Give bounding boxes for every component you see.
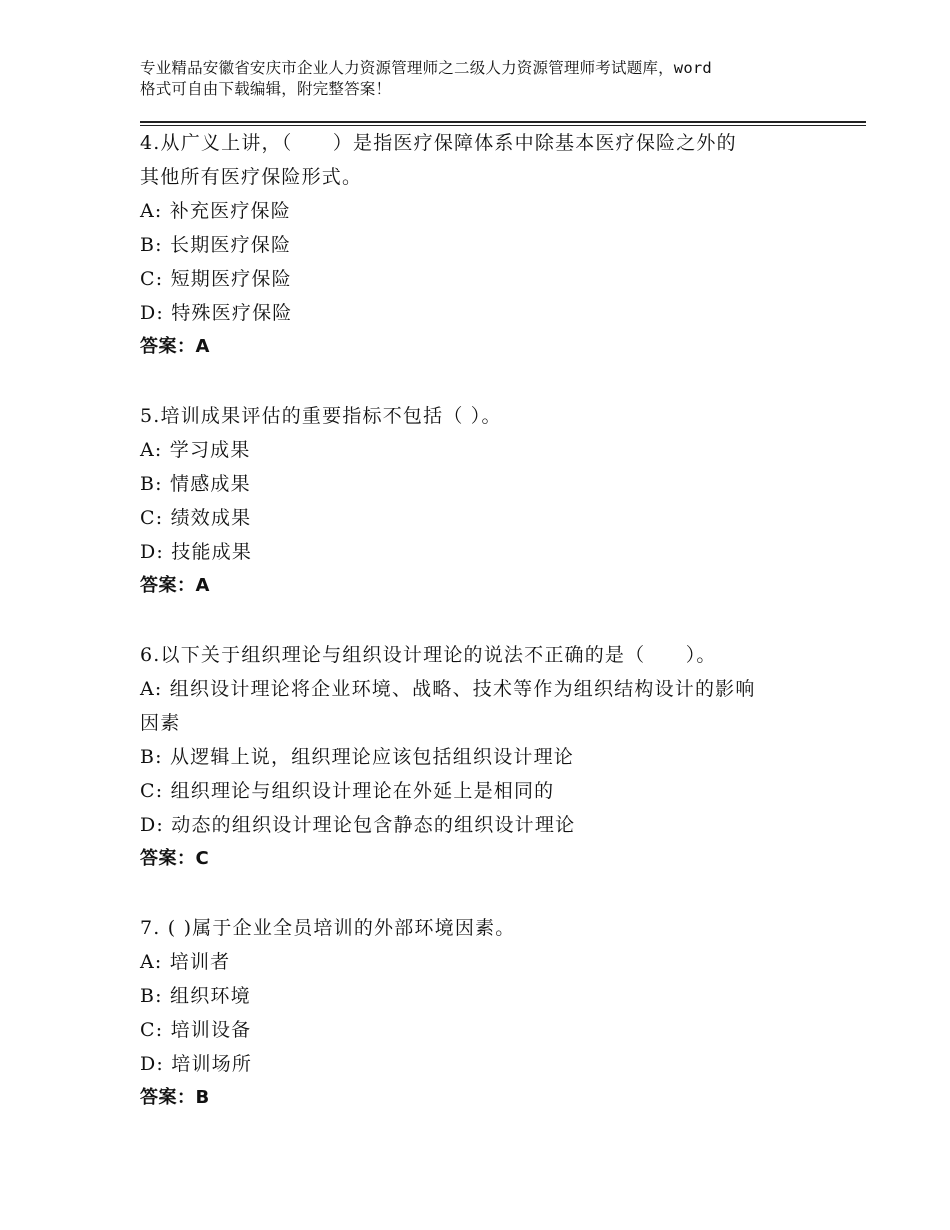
- header-title-line-2: 格式可自由下载编辑，附完整答案！: [140, 80, 392, 98]
- question-stem-continued: 其他所有医疗保险形式。: [140, 166, 363, 188]
- option-a: A: 学习成果: [140, 439, 251, 461]
- option-c: C: 短期医疗保险: [140, 268, 292, 290]
- header-divider-thick: [140, 121, 866, 123]
- option-d: D: 特殊医疗保险: [140, 302, 293, 324]
- option-c: C: 组织理论与组织设计理论在外延上是相同的: [140, 780, 555, 802]
- question-6: [140, 638, 820, 876]
- answer-label: 答案：C: [140, 848, 210, 869]
- option-a-continued: 因素: [140, 712, 181, 734]
- question-stem: 5.培训成果评估的重要指标不包括（ ）。: [140, 405, 502, 427]
- option-b: B: 组织环境: [140, 985, 251, 1007]
- question-4: [140, 126, 820, 364]
- answer-label: 答案：A: [140, 575, 210, 596]
- option-b: B: 情感成果: [140, 473, 251, 495]
- question-7: [140, 911, 820, 1115]
- answer-label: 答案：A: [140, 336, 210, 357]
- question-stem: 6.以下关于组织理论与组织设计理论的说法不正确的是（ ）。: [140, 644, 717, 666]
- option-d: D: 动态的组织设计理论包含静态的组织设计理论: [140, 814, 576, 836]
- option-b: B: 长期医疗保险: [140, 234, 292, 256]
- option-d: D: 技能成果: [140, 541, 253, 563]
- question-5: [140, 399, 820, 603]
- header-title-line-1: 专业精品安徽省安庆市企业人力资源管理师之二级人力资源管理师考试题库，word: [140, 59, 712, 77]
- option-d: D: 培训场所: [140, 1053, 253, 1075]
- answer-label: 答案：B: [140, 1087, 210, 1108]
- question-stem: 4.从广义上讲，（ ）是指医疗保障体系中除基本医疗保险之外的: [140, 132, 737, 154]
- option-c: C: 绩效成果: [140, 507, 252, 529]
- document-header: [140, 58, 830, 100]
- option-a: A: 补充医疗保险: [140, 200, 291, 222]
- option-c: C: 培训设备: [140, 1019, 252, 1041]
- question-stem: 7. ( )属于企业全员培训的外部环境因素。: [140, 917, 516, 939]
- option-b: B: 从逻辑上说，组织理论应该包括组织设计理论: [140, 746, 575, 768]
- option-a: A: 组织设计理论将企业环境、战略、技术等作为组织结构设计的影响: [140, 678, 756, 700]
- option-a: A: 培训者: [140, 951, 231, 973]
